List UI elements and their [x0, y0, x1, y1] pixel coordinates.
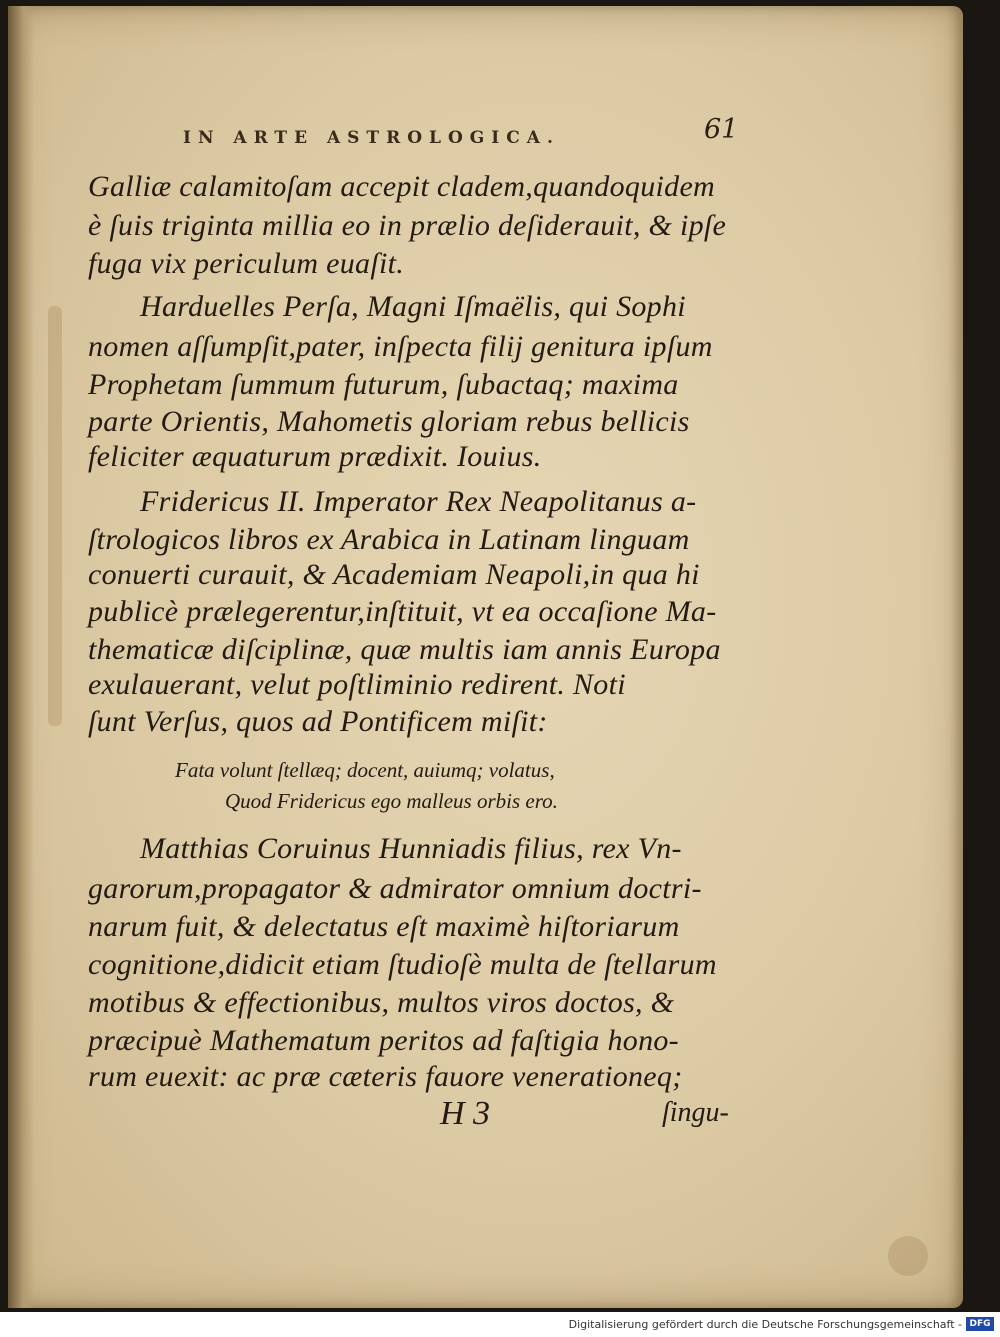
- page-number: 61: [704, 114, 739, 145]
- text-line: Fridericus II. Imperator Rex Neapolitanus a-: [140, 485, 697, 518]
- text-line: motibus & effectionibus, multos viros doctos, &: [88, 986, 675, 1019]
- footer-credit: Digitalisierung gefördert durch die Deutsche Forschungsgemeinschaft -: [568, 1318, 962, 1331]
- paper-stain: [888, 1236, 928, 1276]
- text-line: Harduelles Perſa, Magni Iſmaëlis, qui Sophi: [140, 290, 686, 323]
- paper-stain: [48, 306, 62, 726]
- text-line: exulauerant, velut poſtliminio redirent. Noti: [88, 668, 626, 701]
- text-line: ſtrologicos libros ex Arabica in Latinam linguam: [88, 523, 690, 556]
- text-line: feliciter æquaturum prædixit. Iouius.: [88, 440, 542, 473]
- text-line: Galliæ calamitoſam accepit cladem,quandoquidem: [88, 170, 716, 203]
- text-line: Matthias Coruinus Hunniadis filius, rex Vn-: [140, 832, 682, 865]
- verse-line: Fata volunt ſtellæq; docent, auiumq; volatus,: [175, 758, 555, 782]
- text-line: conuerti curauit, & Academiam Neapoli,in qua hi: [88, 558, 700, 591]
- signature-mark: H 3: [440, 1095, 491, 1132]
- text-line: præcipuè Mathematum peritos ad faſtigia hono-: [88, 1024, 679, 1057]
- verse-line: Quod Fridericus ego malleus orbis ero.: [225, 789, 558, 813]
- text-line: narum fuit, & delectatus eſt maximè hiſtoriarum: [88, 910, 680, 943]
- footer-bar: [0, 1312, 1000, 1337]
- catchword: ſingu-: [662, 1097, 729, 1128]
- text-line: cognitione,didicit etiam ſtudioſè multa de ſtellarum: [88, 948, 717, 981]
- text-line: nomen aſſumpſit,pater, inſpecta filij genitura ipſum: [88, 330, 713, 363]
- text-line: thematicæ diſciplinæ, quæ multis iam annis Europa: [88, 633, 721, 666]
- page-gutter-shadow: [8, 6, 34, 1308]
- running-head: IN ARTE ASTROLOGICA.: [183, 128, 560, 148]
- text-line: garorum,propagator & admirator omnium doctri-: [88, 872, 702, 905]
- text-line: rum euexit: ac præ cæteris fauore venerationeq;: [88, 1060, 683, 1093]
- text-line: parte Orientis, Mahometis gloriam rebus bellicis: [88, 405, 690, 438]
- text-line: ſunt Verſus, quos ad Pontificem miſit:: [88, 705, 548, 738]
- dfg-logo: DFG: [966, 1317, 994, 1331]
- text-line: publicè prælegerentur,inſtituit, vt ea occaſione Ma-: [88, 595, 717, 628]
- text-line: è ſuis triginta millia eo in prælio deſiderauit, & ipſe: [88, 209, 727, 242]
- text-line: Prophetam ſummum futurum, ſubactaq; maxima: [88, 368, 679, 401]
- text-line: fuga vix periculum euaſit.: [88, 247, 405, 280]
